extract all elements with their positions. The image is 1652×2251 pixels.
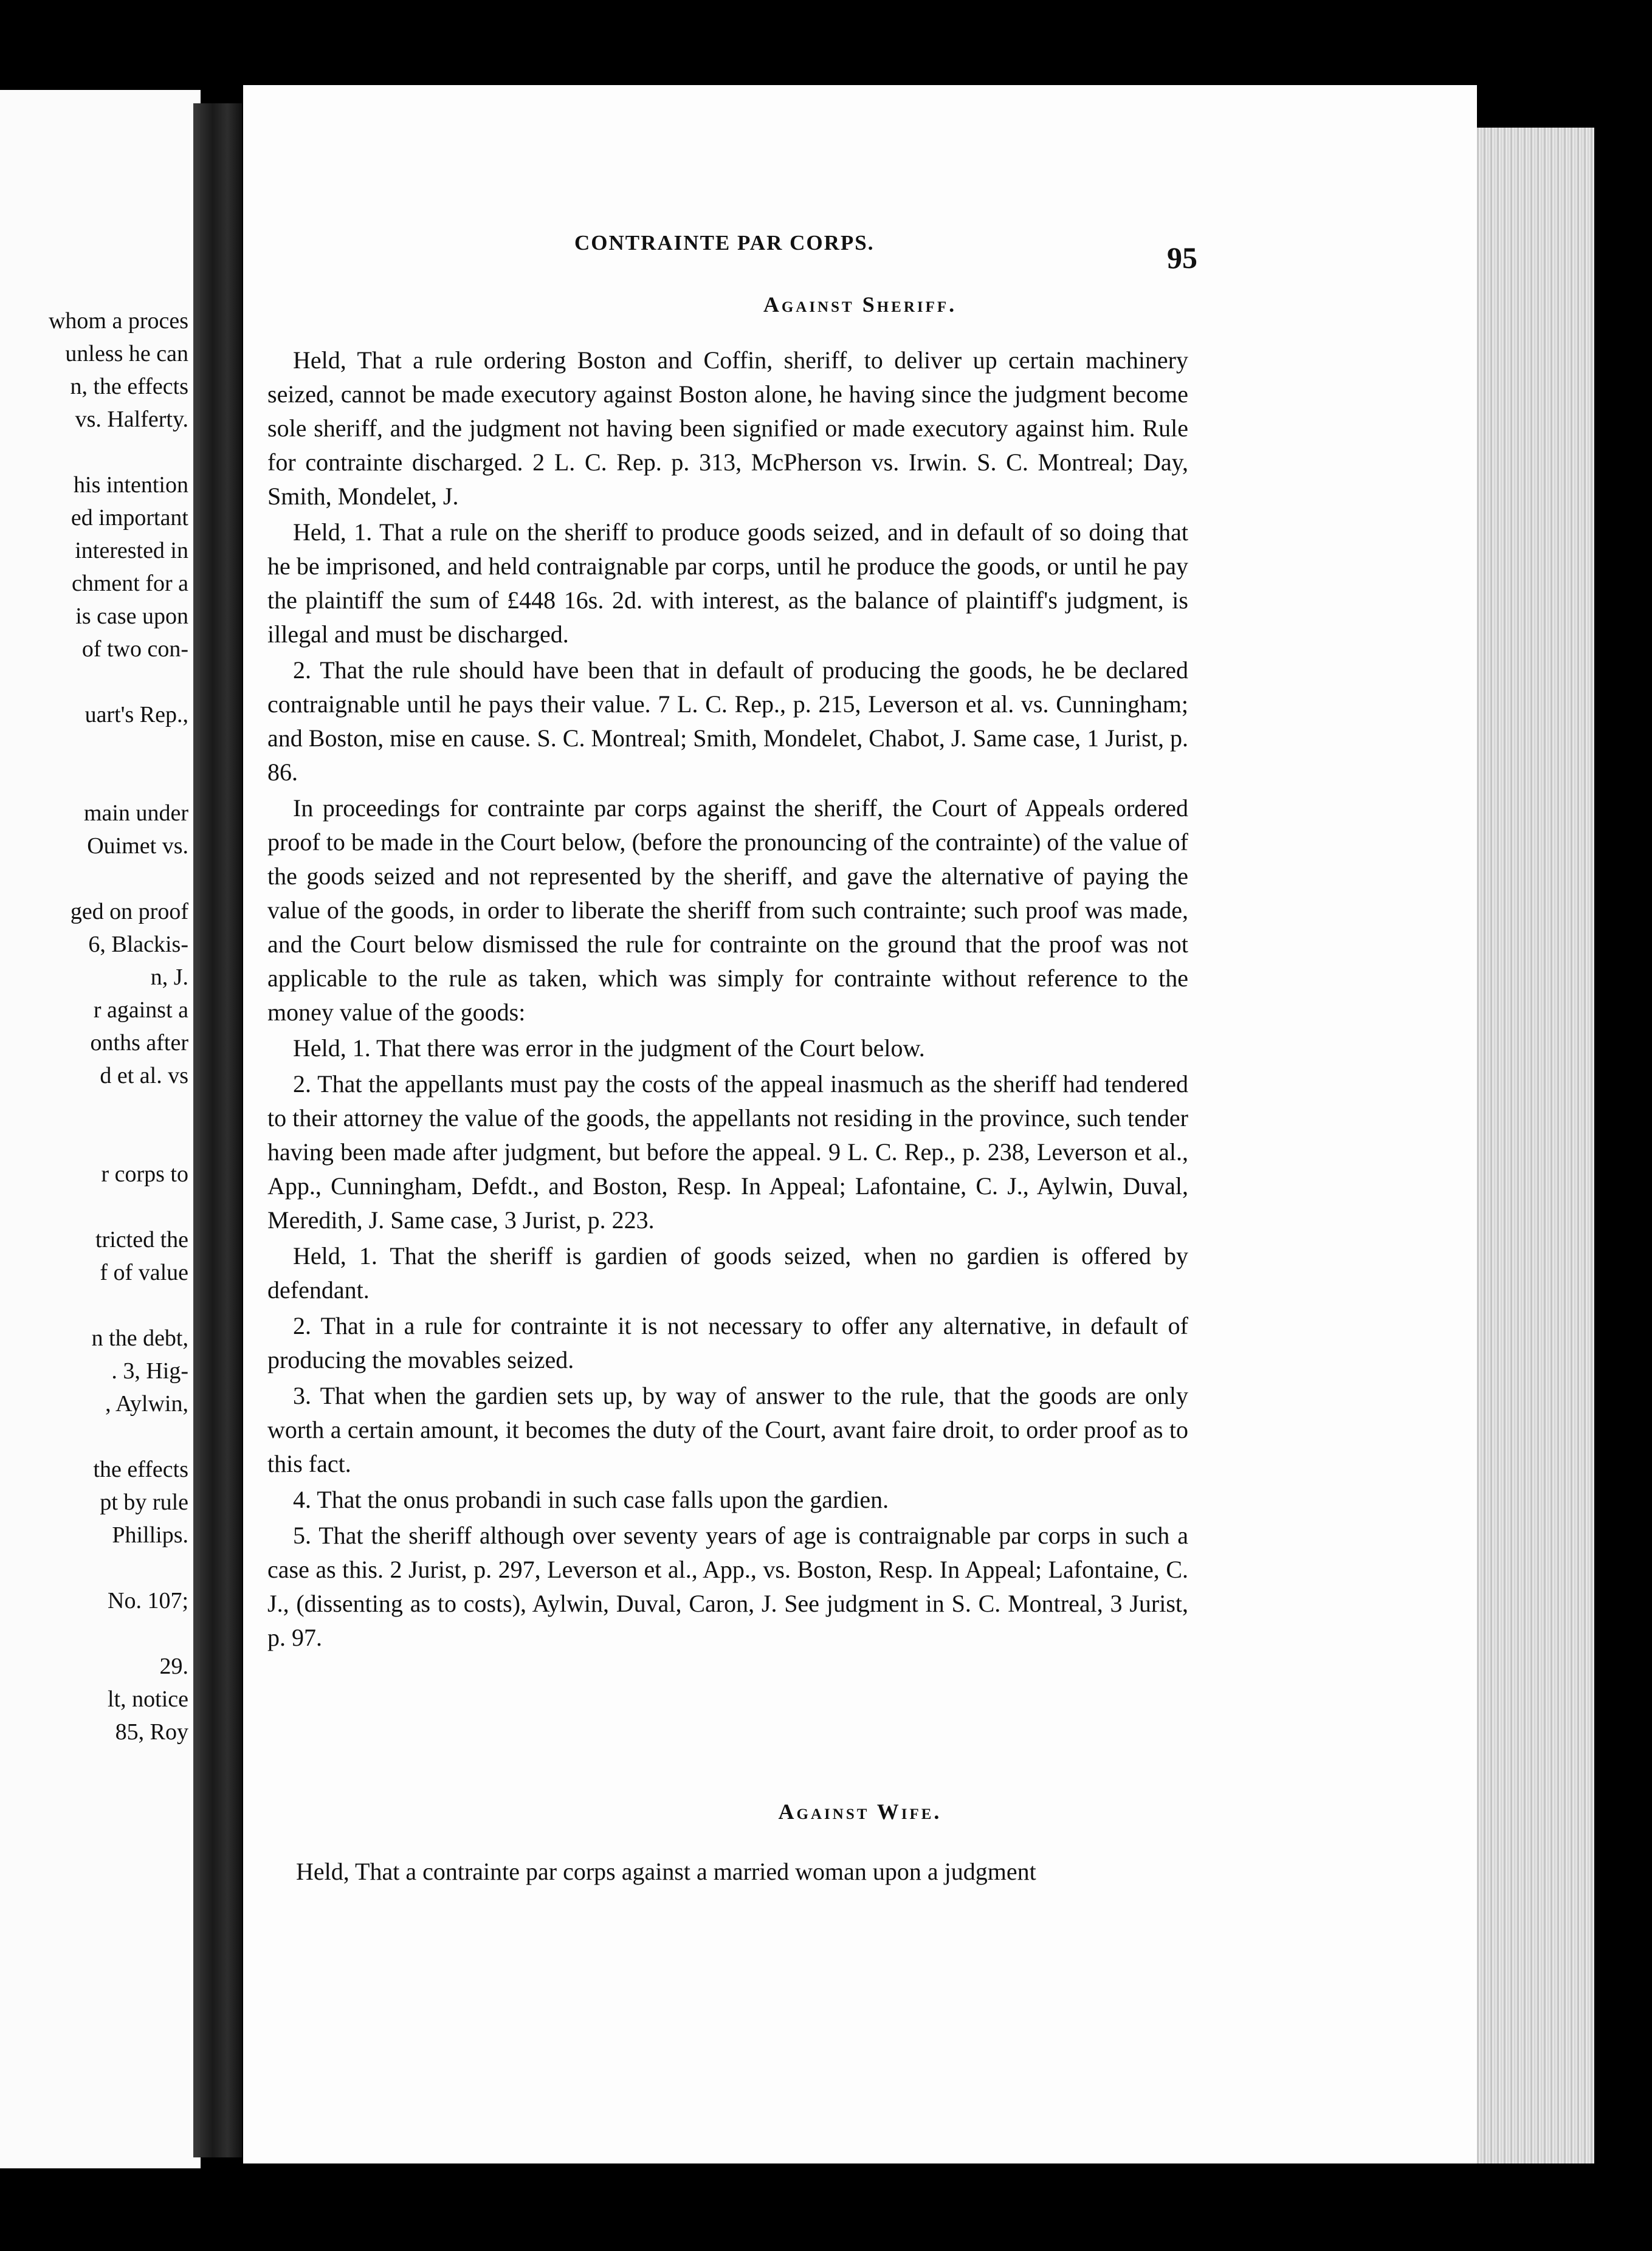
left-page-line: vs. Halferty. [75, 407, 188, 432]
left-page-line: interested in [75, 538, 188, 563]
running-title: CONTRAINTE PAR CORPS. [574, 231, 875, 255]
left-page-line: f of value [100, 1260, 188, 1285]
paragraph: 2. That the appellants must pay the costs of the appeal inasmuch as the sheriff had tendered to their attorney the value of the goods, the appellants not residing in the province, such tender having been made after judgment, but before the appeal. 9 L. C. Rep., p. 238, Leverson et al., App., Cunningham, Defdt., and Boston, Resp. In Appeal; Lafontaine, C. J., Aylwin, Duval, Meredith, J. Same case, 3 Jurist, p. 223. [267, 1070, 1188, 1234]
left-page-line: 85, Roy [115, 1719, 188, 1745]
left-page-line: , Aylwin, [105, 1391, 188, 1417]
left-page-line: n, the effects [70, 374, 188, 399]
page-number: 95 [1167, 241, 1197, 275]
left-page-line: 6, Blackis- [88, 932, 188, 957]
left-facing-page [0, 90, 201, 2168]
wife-first-line: Held, That a contrainte par corps against a married woman upon a judgment [296, 1858, 1036, 1885]
left-page-line: unless he can [65, 341, 188, 366]
left-page-line: chment for a [71, 571, 188, 596]
left-page-line: Phillips. [112, 1522, 188, 1548]
left-page-line: uart's Rep., [84, 702, 188, 727]
left-page-line: pt by rule [100, 1490, 188, 1515]
paragraph: Held, 1. That a rule on the sheriff to produce goods seized, and in default of so doing that he be imprisoned, and held contraignable par corps, until he produce the goods, or until he pay the plaintiff the sum of £448 16s. 2d. with interest, as the balance of plaintiff's judgment, is illegal and must be discharged. [267, 518, 1188, 648]
section-heading-wife: Against Wife. [778, 1799, 942, 1824]
left-page-line: his intention [74, 472, 188, 498]
paragraph: 2. That the rule should have been that in default of producing the goods, he be declared contraignable until he pays their value. 7 L. C. Rep., p. 215, Leverson et al. vs. Cunningham; and Boston, mise en cause. S. C. Montreal; Smith, Mondelet, Chabot, J. Same case, 1 Jurist, p. 86. [267, 656, 1188, 786]
section-body-sheriff [267, 343, 1188, 1657]
left-page-line: is case upon [75, 603, 188, 629]
paragraph: In proceedings for contrainte par corps against the sheriff, the Court of Appeals ordered proof to be made in the Court below, (before the pronouncing of the contrainte) of the value of the goods seized and not represented by the sheriff, and gave the alternative of paying the value of the goods, in order to liberate the sheriff from such contrainte; such proof was made, and the Court below dismissed the rule for contrainte on the ground that the proof was not applicable to the rule as taken, which was simply for contrainte without reference to the money value of the goods: [267, 794, 1188, 1026]
left-page-line: n, J. [150, 964, 188, 990]
left-page-line: r corps to [101, 1161, 188, 1187]
left-page-line: lt, notice [108, 1686, 188, 1712]
left-page-line: d et al. vs [100, 1063, 188, 1088]
left-page-line: . 3, Hig- [111, 1358, 188, 1384]
paragraph: Held, That a rule ordering Boston and Coffin, sheriff, to deliver up certain machinery seized, cannot be made executory against Boston alone, he having since the judgment become sole sheriff, and the judgment not having been signified or made executory against him. Rule for contrainte discharged. 2 L. C. Rep. p. 313, McPherson vs. Irwin. S. C. Montreal; Day, Smith, Mondelet, J. [267, 346, 1188, 510]
left-page-line: onths after [90, 1030, 188, 1056]
paragraph: 4. That the onus probandi in such case falls upon the gardien. [293, 1486, 889, 1513]
left-page-line: the effects [93, 1457, 188, 1482]
section-heading-sheriff: Against Sheriff. [763, 292, 957, 317]
paragraph: Held, 1. That the sheriff is gardien of goods seized, when no gardien is offered by defendant. [267, 1242, 1188, 1304]
left-page-line: ed important [71, 505, 188, 531]
paragraph: 2. That in a rule for contrainte it is not necessary to offer any alternative, in default of producing the movables seized. [267, 1312, 1188, 1373]
paragraph: 3. That when the gardien sets up, by way of answer to the rule, that the goods are only worth a certain amount, it becomes the duty of the Court, avant faire droit, to order proof as to this fact. [267, 1382, 1188, 1477]
left-page-line: r against a [93, 997, 188, 1023]
left-page-line: No. 107; [108, 1588, 188, 1614]
left-page-line: n the debt, [91, 1325, 188, 1351]
left-page-line: 29. [159, 1654, 188, 1679]
book-spine-shadow [193, 103, 242, 2157]
page-edges [1470, 128, 1594, 2163]
paragraph: Held, 1. That there was error in the judgment of the Court below. [293, 1034, 925, 1062]
left-page-line: whom a proces [48, 308, 188, 334]
left-page-line: main under [83, 800, 188, 826]
left-page-line: ged on proof [70, 899, 188, 924]
left-page-line: Ouimet vs. [87, 833, 188, 859]
left-page-line: tricted the [95, 1227, 188, 1253]
paragraph: 5. That the sheriff although over seventy years of age is contraignable par corps in such a case as this. 2 Jurist, p. 297, Leverson et al., App., vs. Boston, Resp. In Appeal; Lafontaine, C. J., (dissenting as to costs), Aylwin, Duval, Caron, J. See judgment in S. C. Montreal, 3 Jurist, p. 97. [267, 1522, 1188, 1651]
left-page-line: of two con- [81, 636, 188, 662]
